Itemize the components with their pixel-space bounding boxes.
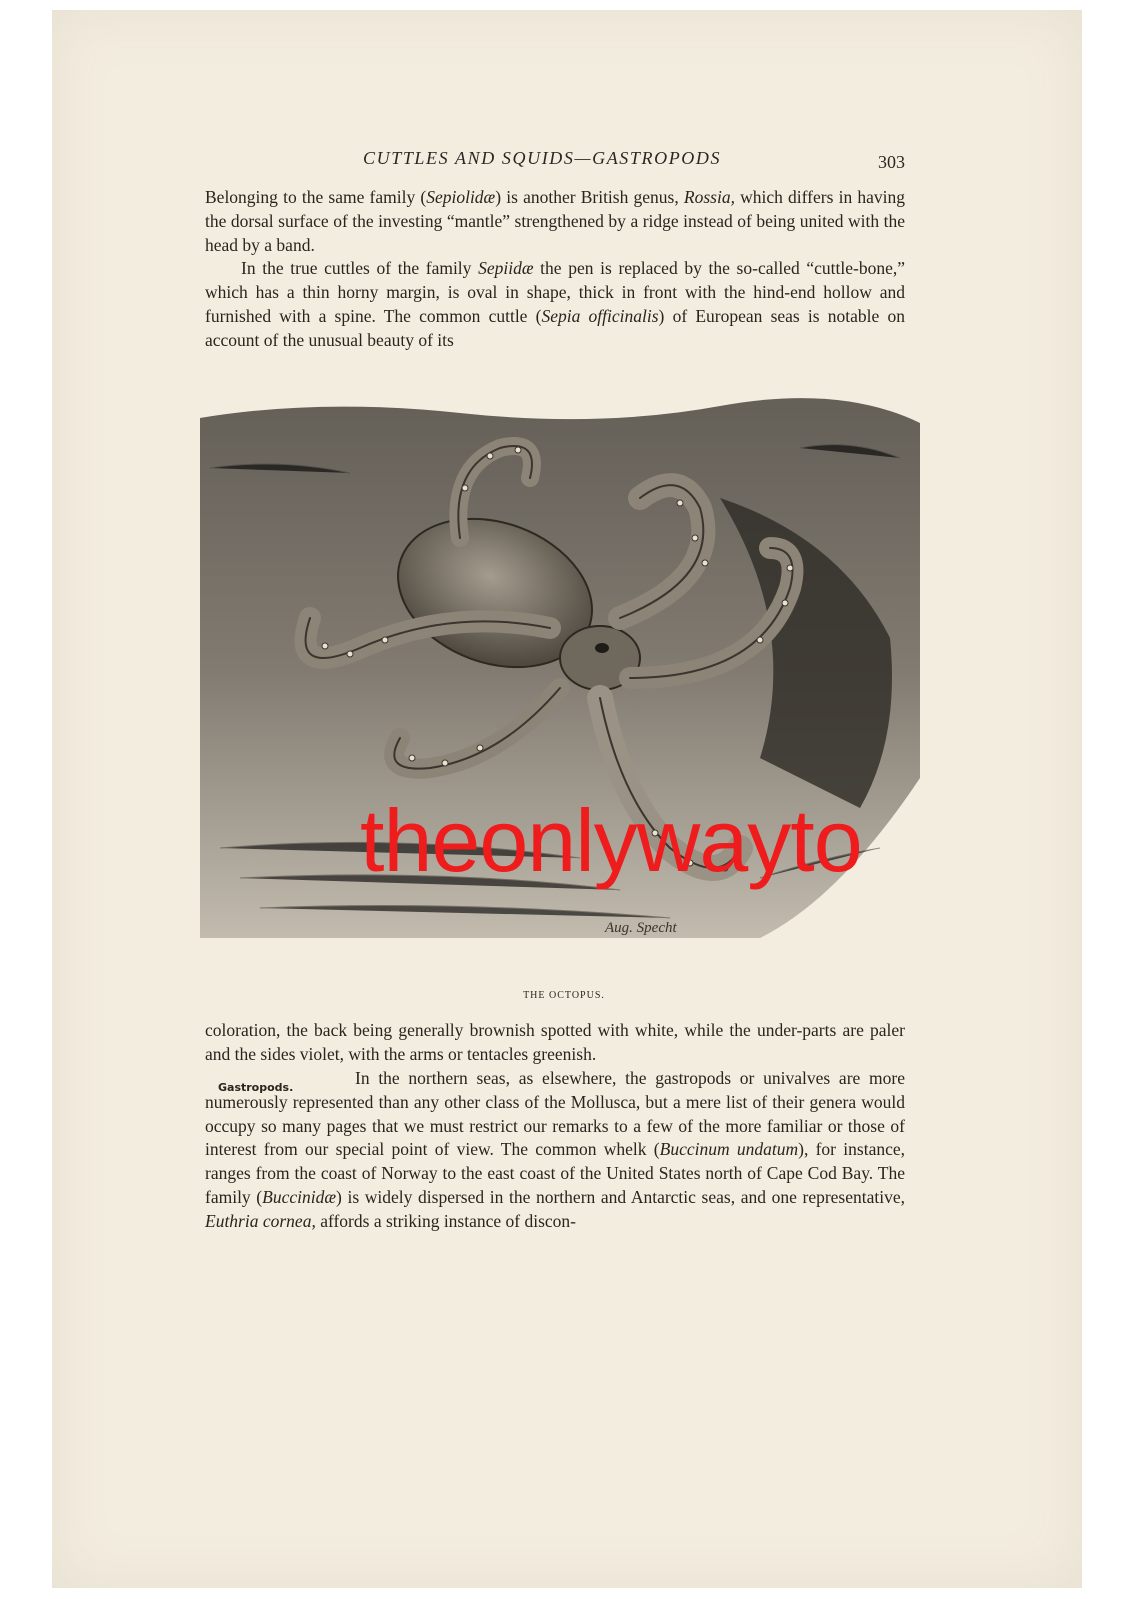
italic-term: Rossia, — [683, 187, 735, 207]
bottom-text-block — [205, 1019, 905, 1067]
figure-caption: THE OCTOPUS. — [523, 990, 605, 1001]
text-run: ) is widely dispersed in the northern and Antarctic seas, and one representative, — [336, 1186, 905, 1207]
paragraph-rossia — [205, 186, 905, 257]
paragraph-gastropods — [205, 1067, 905, 1234]
text-run: ) of European seas is notable on account of the unusual beauty of its — [205, 305, 905, 350]
text-run: ) is another British genus, — [495, 187, 684, 207]
italic-term: Sepia officinalis — [541, 305, 659, 326]
text-run: In the true cuttles of the family — [241, 258, 479, 279]
text-run: which differs in having the dorsal surface of the investing “mantle” strengthened by a ridge instead of being united with the head by a band. — [205, 187, 905, 255]
illustrator-signature: Aug. Specht — [605, 920, 677, 936]
watermark-text: theonlywayto — [360, 791, 862, 890]
page-number: 303 — [878, 152, 905, 172]
text-run: coloration, the back being generally brownish spotted with white, while the under-parts are paler and the sides violet, with the arms or tentacles greenish. — [205, 1020, 905, 1064]
italic-term: Buccinum undatum — [659, 1139, 799, 1160]
paragraph-coloration — [205, 1019, 905, 1067]
text-run: Belonging to the same family ( — [205, 187, 427, 207]
italic-term: Buccinidæ — [262, 1186, 337, 1207]
text-run: the pen is replaced by the so-called “cuttle-bone,” which has a thin horny margin, is oval in shape, thick in front with the hind-end hollow and furnished with a spine. The common cuttle ( — [205, 258, 905, 326]
paragraph-sepiidae — [205, 257, 905, 352]
side-heading-gastropods: Gastropods. — [218, 1081, 294, 1094]
text-run: ), for instance, ranges from the coast of Norway to the east coast of the United States north of Cape Cod Bay. The family ( — [205, 1139, 905, 1207]
italic-term: Sepiidæ — [478, 258, 534, 279]
italic-term: Euthria cornea, — [205, 1210, 316, 1231]
top-text-block — [205, 186, 905, 353]
italic-term: Sepiolidæ — [426, 187, 496, 207]
text-run: In the northern seas, as elsewhere, the gastropods or univalves are more numerously represented than any other class of the Mollusca, but a mere list of their genera would occupy so many pages that we must restrict our remarks to a few of the more familiar or those of interest from our special point of view. The common whelk ( — [205, 1068, 905, 1160]
text-run: affords a striking instance of discon- — [315, 1210, 576, 1231]
gastropods-text-block — [205, 1067, 905, 1234]
running-head: CUTTLES AND SQUIDS—GASTROPODS — [363, 148, 722, 168]
